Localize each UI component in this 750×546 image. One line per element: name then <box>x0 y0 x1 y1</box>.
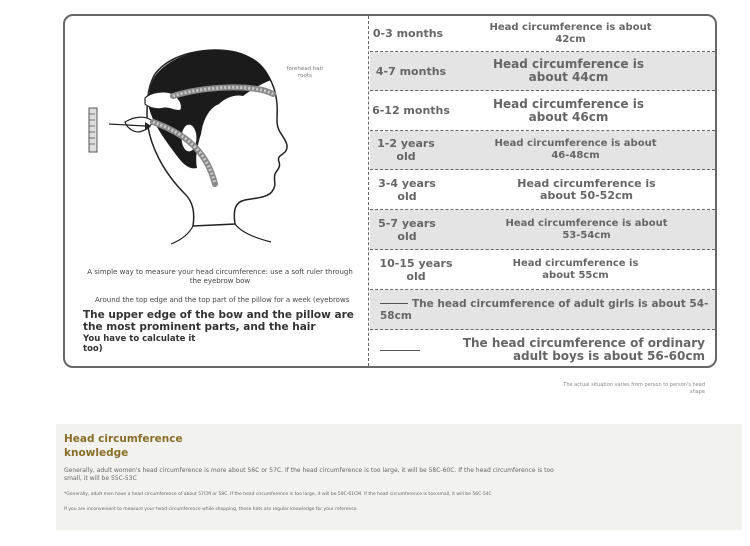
adult-boys-cell <box>370 337 715 363</box>
instruction-text-1: A simple way to measure your head circumference: use a soft ruler through the eyebrow bow <box>87 268 353 285</box>
age-cell: 3-4 years old <box>378 176 436 203</box>
knowledge-line-1: Generally, adult women's head circumference is more about 56C or 57C. If the head circumference is too large, it will be 58C-60C. If the head circumference is too small, it will be 55C-53C <box>64 467 554 482</box>
table-row <box>370 210 715 250</box>
size-cell: Head circumference is about 44cm <box>493 57 644 84</box>
dash-marker <box>380 303 408 304</box>
measurement-panel <box>65 16 368 366</box>
size-cell: Head circumference is about 46-48cm <box>494 138 657 161</box>
age-cell: 10-15 years old <box>379 256 453 283</box>
size-cell: Head circumference is about 53-54cm <box>505 217 668 241</box>
size-cell: Head circumference is about 50-52cm <box>517 176 656 202</box>
knowledge-title: Head circumference knowledge <box>64 433 183 459</box>
table-row <box>370 16 715 52</box>
adult-girls-text: The head circumference of adult girls is about 54-58cm <box>380 297 709 322</box>
size-cell: Head circumference is about 42cm <box>489 21 652 45</box>
age-cell: 5-7 years old <box>378 216 436 243</box>
table-row <box>370 131 715 170</box>
dash-marker <box>380 350 420 351</box>
instruction-text-3: The upper edge of the bow and the pillow are the most prominent parts, and the hair <box>83 309 354 333</box>
age-cell: 6-12 months <box>372 104 450 117</box>
knowledge-section <box>56 424 742 530</box>
knowledge-line-2: *Generally, adult men have a head circumference of about 57CM or 58C. If the head circumference is too large, it will be 59C-61CM. If the head circumference is too small, it will be 56C-54C <box>64 492 492 497</box>
age-cell: 1-2 years old <box>377 137 435 163</box>
size-chart-card <box>63 14 717 368</box>
dashed-divider <box>368 16 369 366</box>
table-row <box>370 250 715 290</box>
size-cell: Head circumference is about 55cm <box>512 257 639 281</box>
size-table <box>370 16 715 366</box>
adult-girls-cell <box>370 298 715 322</box>
forehead-hair-roots-label: forehead hair roots <box>286 66 324 79</box>
age-cell: 0-3 months <box>372 27 444 40</box>
table-row <box>370 170 715 210</box>
instruction-text-4: You have to calculate it too) <box>83 334 196 354</box>
size-cell: Head circumference is about 46cm <box>493 96 644 124</box>
table-row <box>370 330 715 368</box>
age-cell: 4-7 months <box>375 64 447 78</box>
adult-boys-text: The head circumference of ordinary adult boys is about 56-60cm <box>462 336 705 363</box>
table-row <box>370 91 715 131</box>
table-row <box>370 52 715 91</box>
disclaimer-note: The actual situation varies from person to person's head shape <box>563 382 705 395</box>
knowledge-line-3: If you are inconvenient to measure your head circumference while shopping, these hats are regular knowledge for your reference <box>64 507 357 512</box>
table-row <box>370 290 715 330</box>
instruction-text-2: Around the top edge and the top part of the pillow for a week (eyebrows <box>95 296 350 304</box>
